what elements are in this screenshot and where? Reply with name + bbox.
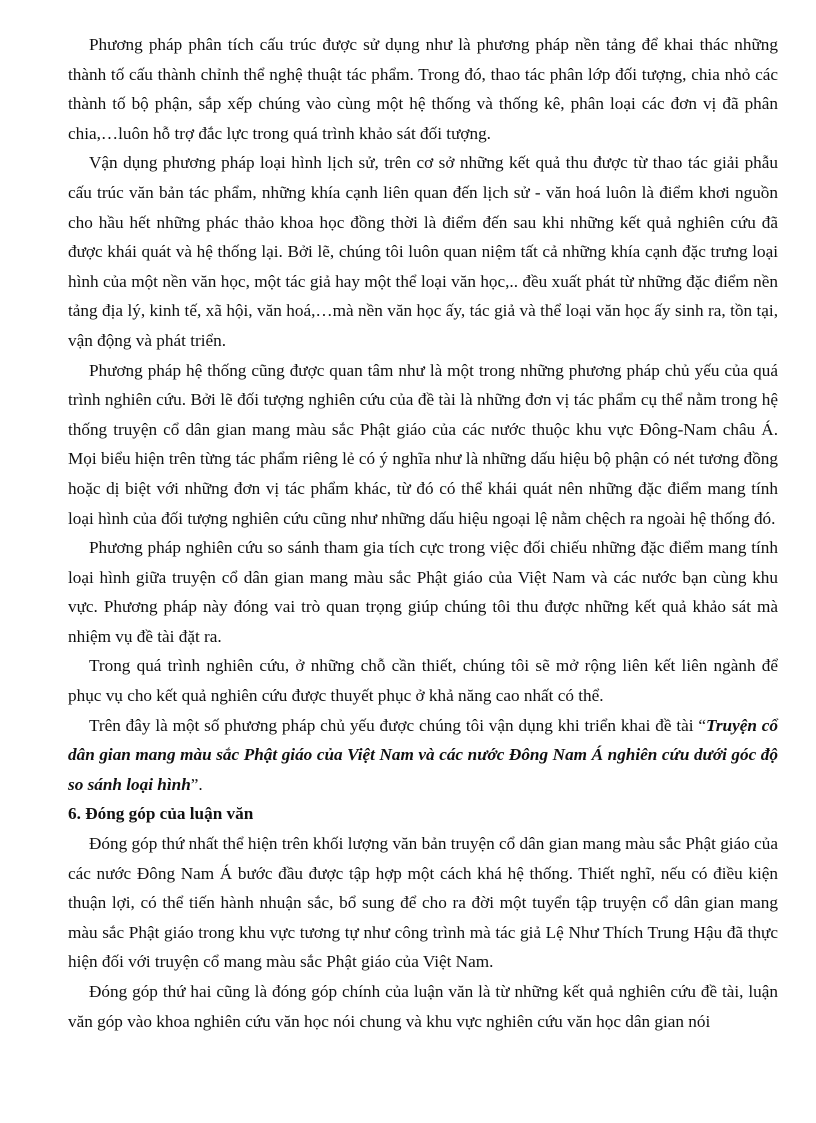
document-page [68,30,778,1036]
paragraph-contribution-first: Đóng góp thứ nhất thể hiện trên khối lượng văn bản truyện cổ dân gian mang màu sắc Phật giáo của các nước Đông Nam Á bước đầu được tập hợp một cách khá hệ thống. Thiết nghĩ, nếu có điều kiện thuận lợi, có thể tiến hành nhuận sắc, bổ sung để cho ra đời một tuyển tập truyện cổ dân gian mang màu sắc Phật giáo trong khu vực tương tự như công trình mà tác giả Lệ Như Thích Trung Hậu đã thực hiện đối với truyện cổ mang màu sắc Phật giáo của Việt Nam. [68,834,778,972]
paragraph-contribution-second: Đóng góp thứ hai cũng là đóng góp chính của luận văn là từ những kết quả nghiên cứu đề tài, luận văn góp vào khoa nghiên cứu văn học nói chung và khu vực nghiên cứu văn học dân gian nói [68,982,778,1031]
summary-tail: ”. [190,774,203,794]
paragraph-systemic-method: Phương pháp hệ thống cũng được quan tâm như là một trong những phương pháp chủ yếu của quá trình nghiên cứu. Bởi lẽ đối tượng nghiên cứu của đề tài là những đơn vị tác phẩm cụ thể nằm trong hệ thống truyện cổ dân gian mang màu sắc Phật giáo của các nước thuộc khu vực Đông-Nam châu Á. Mọi biểu hiện trên từng tác phẩm riêng lẻ có ý nghĩa như là những dấu hiệu bộ phận có nét tương đồng hoặc dị biệt với những đơn vị tác phẩm khác, từ đó có thể khái quát nên những đặc điểm mang tính loại hình của đối tượng nghiên cứu cũng như những dấu hiệu ngoại lệ nằm chệch ra ngoài hệ thống đó. [68,360,778,528]
section-heading: 6. Đóng góp của luận văn [68,804,254,824]
paragraph-structural-analysis: Phương pháp phân tích cấu trúc được sử dụng như là phương pháp nền tảng để khai thác những thành tố cấu thành chỉnh thể nghệ thuật tác phẩm. Trong đó, thao tác phân lớp đối tượng, chia nhỏ các thành tố bộ phận, sắp xếp chúng vào cùng một hệ thống và thống kê, phân loại các đơn vị đã phân chia,…luôn hỗ trợ đắc lực trong quá trình khảo sát đối tượng. [68,35,778,143]
paragraph-interdisciplinary: Trong quá trình nghiên cứu, ở những chỗ cần thiết, chúng tôi sẽ mở rộng liên kết liên ngành để phục vụ cho kết quả nghiên cứu được thuyết phục ở khả năng cao nhất có thể. [68,656,778,706]
summary-lead: Trên đây là một số phương pháp chủ yếu được chúng tôi vận dụng khi triển khai đề tài “ [89,715,706,735]
paragraph-summary [68,711,778,800]
thesis-title: Truyện cổ dân gian mang màu sắc Phật giáo của Việt Nam và các nước Đông Nam Á nghiên cứu dưới góc độ so sánh loại hình [68,715,778,794]
paragraph-comparative-method: Phương pháp nghiên cứu so sánh tham gia tích cực trong việc đối chiếu những đặc điểm mang tính loại hình giữa truyện cổ dân gian mang màu sắc Phật giáo của Việt Nam và các nước bạn cùng khu vực. Phương pháp này đóng vai trò quan trọng giúp chúng tôi thu được những kết quả khảo sát mà nhiệm vụ đề tài đặt ra. [68,538,778,646]
paragraph-historical-typology: Vận dụng phương pháp loại hình lịch sử, trên cơ sở những kết quả thu được từ thao tác giải phẫu cấu trúc văn bản tác phẩm, những khía cạnh liên quan đến lịch sử - văn hoá luôn là điểm khơi nguồn cho hầu hết những phác thảo khoa học đồng thời là điểm đến sau khi những kết quả nghiên cứu đã được khái quát và hệ thống lại. Bởi lẽ, chúng tôi luôn quan niệm tất cả những khía cạnh đặc trưng loại hình của một nền văn học, một tác giả hay một thể loại văn học,.. đều xuất phát từ những đặc điểm nền tảng địa lý, kinh tế, xã hội, văn hoá,…mà nền văn học ấy, tác giả và thể loại văn học ấy sinh ra, tồn tại, vận động và phát triển. [68,153,778,350]
